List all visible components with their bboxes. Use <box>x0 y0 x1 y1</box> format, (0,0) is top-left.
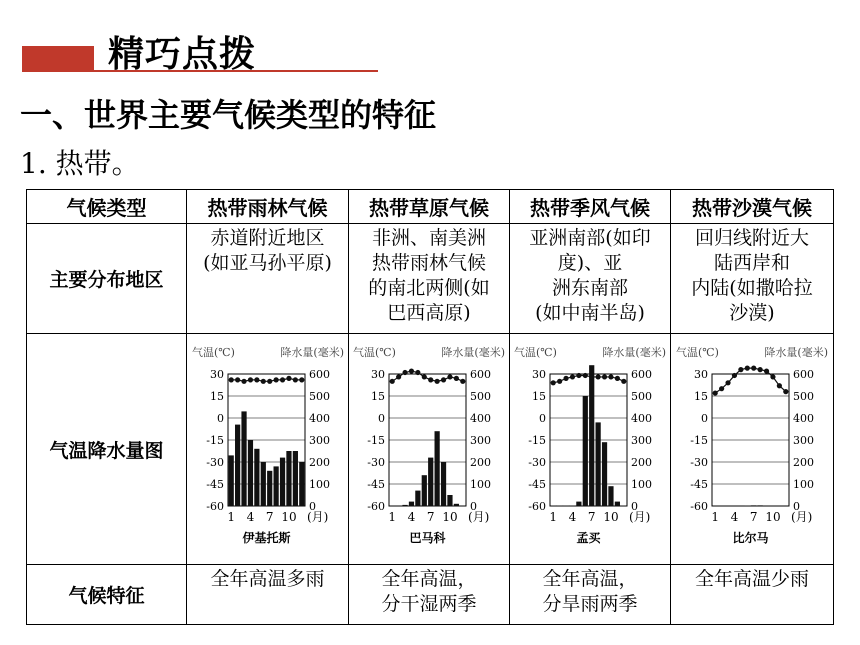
row-label: 气温降水量图 <box>27 334 187 565</box>
precipitation-tick-label: 0 <box>793 500 800 513</box>
temperature-point <box>719 386 724 391</box>
temperature-point <box>292 377 297 382</box>
month-tick-label: 7 <box>426 510 435 524</box>
temperature-tick-label: 15 <box>694 390 708 403</box>
temperature-point <box>576 373 581 378</box>
precipitation-tick-label: 600 <box>793 368 814 381</box>
temperature-point <box>738 367 743 372</box>
header-accent-bar <box>22 46 94 72</box>
temperature-tick-label: -60 <box>528 500 546 513</box>
cell-line: 巴西高原) <box>387 302 471 324</box>
temperature-point <box>608 374 613 379</box>
col-header: 热带沙漠气候 <box>671 190 834 224</box>
month-tick-label: 1 <box>549 510 558 524</box>
station-name: 巴马科 <box>409 531 446 545</box>
temperature-tick-label: -60 <box>690 500 708 513</box>
climate-chart-mumbai <box>510 334 670 560</box>
temperature-tick-label: -15 <box>690 434 708 447</box>
precipitation-bar <box>228 455 233 506</box>
temperature-tick-label: 15 <box>371 390 385 403</box>
precipitation-tick-label: 300 <box>308 434 330 447</box>
month-tick-label: 4 <box>407 510 416 524</box>
cell-line: 内陆(如撒哈拉 <box>691 277 813 299</box>
temperature-point <box>254 377 259 382</box>
precipitation-tick-label: 600 <box>631 368 652 381</box>
precipitation-bar <box>447 495 452 506</box>
chart-cell <box>187 334 349 565</box>
cell-line: 全年高温多雨 <box>210 568 325 590</box>
heading-main: 一、世界主要气候类型的特征 <box>20 96 437 134</box>
precipitation-tick-label: 200 <box>631 456 652 469</box>
table-header-row <box>27 190 834 224</box>
climate-chart-bilma <box>672 334 832 560</box>
month-tick-label: 10 <box>442 510 458 524</box>
precipitation-bar <box>615 502 620 506</box>
temperature-point <box>428 377 433 382</box>
precipitation-tick-label: 100 <box>793 478 814 491</box>
temperature-point <box>279 377 284 382</box>
cell-line: 度)、亚 <box>557 252 623 274</box>
distribution-cell <box>349 224 510 334</box>
temperature-tick-label: -15 <box>528 434 546 447</box>
temperature-tick-label: -45 <box>205 478 224 491</box>
precipitation-bar <box>235 425 240 506</box>
col-header: 气候类型 <box>27 190 187 224</box>
temperature-point <box>460 379 465 384</box>
temperature-point <box>454 376 459 381</box>
precipitation-bar <box>260 462 265 506</box>
precipitation-tick-label: 400 <box>308 412 330 425</box>
temperature-point <box>441 377 446 382</box>
temperature-axis-title: 气温(℃) <box>514 346 557 359</box>
month-tick-label: 10 <box>765 510 781 524</box>
month-tick-label: 1 <box>226 510 235 524</box>
precipitation-tick-label: 200 <box>470 456 491 469</box>
precipitation-bar <box>247 440 252 506</box>
distribution-cell <box>671 224 834 334</box>
temperature-point <box>260 379 265 384</box>
precipitation-bar <box>583 396 588 506</box>
temperature-point <box>390 379 395 384</box>
precipitation-bar <box>241 411 246 506</box>
month-tick-label: 4 <box>568 510 577 524</box>
row-label: 主要分布地区 <box>27 224 187 334</box>
temperature-tick-label: -45 <box>690 478 708 491</box>
precipitation-axis-title: 降水量(毫米) <box>602 346 666 359</box>
precipitation-bar <box>299 462 304 506</box>
cell-line: 分干湿两季 <box>381 593 477 615</box>
month-tick-label: 7 <box>749 510 758 524</box>
heading-sub: 1. 热带。 <box>20 147 140 180</box>
precipitation-bar <box>267 471 272 506</box>
temperature-point <box>551 380 556 385</box>
precipitation-axis-title: 降水量(毫米) <box>279 346 344 359</box>
temperature-tick-label: 30 <box>532 368 546 381</box>
temperature-point <box>589 374 594 379</box>
temperature-point <box>770 374 775 379</box>
temperature-tick-label: -60 <box>367 500 385 513</box>
precipitation-axis-title: 降水量(毫米) <box>764 346 828 359</box>
month-unit-label: (月) <box>306 510 328 524</box>
temperature-tick-label: 30 <box>694 368 708 381</box>
temperature-point <box>583 373 588 378</box>
col-header: 热带雨林气候 <box>187 190 349 224</box>
month-unit-label: (月) <box>791 510 813 524</box>
temperature-axis-title: 气温(℃) <box>191 346 235 359</box>
temperature-tick-label: -30 <box>528 456 546 469</box>
temperature-point <box>299 377 304 382</box>
table-row-charts <box>27 334 834 565</box>
chart-cell <box>349 334 510 565</box>
cell-line: 亚洲南部(如印 <box>529 227 651 249</box>
cell-line: 非洲、南美洲 <box>371 227 486 249</box>
month-unit-label: (月) <box>468 510 490 524</box>
cell-line: 沙漠) <box>729 302 775 324</box>
feature-cell <box>187 565 349 625</box>
temperature-tick-label: 0 <box>539 412 546 425</box>
precipitation-tick-label: 600 <box>470 368 491 381</box>
cell-line: 全年高温， <box>542 568 638 590</box>
temperature-point <box>415 370 420 375</box>
temperature-point <box>751 366 756 371</box>
cell-line: 全年高温少雨 <box>694 568 809 590</box>
precipitation-bar <box>254 449 259 506</box>
precipitation-tick-label: 500 <box>793 390 814 403</box>
precipitation-tick-label: 100 <box>631 478 652 491</box>
temperature-point <box>713 390 718 395</box>
temperature-point <box>570 374 575 379</box>
temperature-tick-label: -15 <box>205 434 224 447</box>
station-name: 孟买 <box>576 531 601 545</box>
temperature-point <box>422 374 427 379</box>
precipitation-bar <box>279 458 284 506</box>
temperature-point <box>602 374 607 379</box>
cell-line: 的南北两侧(如 <box>368 277 490 299</box>
distribution-cell <box>510 224 671 334</box>
precipitation-tick-label: 300 <box>631 434 652 447</box>
precipitation-tick-label: 0 <box>470 500 477 513</box>
precipitation-bar <box>454 504 459 506</box>
precipitation-tick-label: 100 <box>308 478 330 491</box>
chart-cell <box>671 334 834 565</box>
cell-line: 陆西岸和 <box>713 252 790 274</box>
precipitation-tick-label: 500 <box>308 390 330 403</box>
temperature-point <box>247 377 252 382</box>
precipitation-tick-label: 500 <box>470 390 491 403</box>
station-name: 伊基托斯 <box>241 531 291 545</box>
precipitation-bar <box>751 505 756 506</box>
precipitation-tick-label: 0 <box>631 500 638 513</box>
temperature-tick-label: 15 <box>209 390 224 403</box>
cell-line: 洲东南部 <box>551 277 628 299</box>
precipitation-axis-title: 降水量(毫米) <box>441 346 505 359</box>
temperature-line <box>715 368 786 393</box>
temperature-point <box>409 368 414 373</box>
precipitation-tick-label: 600 <box>308 368 330 381</box>
month-tick-label: 1 <box>388 510 397 524</box>
cell-line: (如中南半岛) <box>535 302 645 324</box>
temperature-tick-label: 30 <box>371 368 385 381</box>
temperature-tick-label: -45 <box>367 478 385 491</box>
temperature-point <box>286 376 291 381</box>
cell-line: 分旱雨两季 <box>542 593 638 615</box>
precipitation-bar <box>576 502 581 506</box>
feature-cell <box>671 565 834 625</box>
temperature-point <box>228 377 233 382</box>
temperature-point <box>235 377 240 382</box>
precipitation-tick-label: 400 <box>631 412 652 425</box>
precipitation-bar <box>608 486 613 506</box>
climate-chart-bamako <box>349 334 509 560</box>
distribution-cell <box>187 224 349 334</box>
precipitation-tick-label: 300 <box>470 434 491 447</box>
precipitation-bar <box>422 475 427 506</box>
temperature-tick-label: -30 <box>205 456 224 469</box>
temperature-point <box>732 373 737 378</box>
temperature-point <box>435 379 440 384</box>
climate-chart-iquitos <box>188 334 348 560</box>
precipitation-tick-label: 0 <box>308 500 316 513</box>
row-label: 气候特征 <box>27 565 187 625</box>
temperature-tick-label: -60 <box>205 500 224 513</box>
temperature-tick-label: 0 <box>378 412 385 425</box>
temperature-point <box>241 379 246 384</box>
precipitation-bar <box>402 505 407 506</box>
precipitation-bar <box>292 451 297 506</box>
table-row-distribution <box>27 224 834 334</box>
month-tick-label: 4 <box>730 510 739 524</box>
temperature-point <box>764 368 769 373</box>
temperature-axis-title: 气温(℃) <box>353 346 396 359</box>
temperature-point <box>725 380 730 385</box>
month-tick-label: 10 <box>603 510 619 524</box>
temperature-point <box>596 374 601 379</box>
temperature-point <box>447 374 452 379</box>
chart-cell <box>510 334 671 565</box>
temperature-tick-label: 30 <box>209 368 224 381</box>
precipitation-bar <box>435 431 440 506</box>
month-tick-label: 7 <box>587 510 596 524</box>
cell-line: (如亚马孙平原) <box>203 252 332 274</box>
climate-table <box>26 189 834 625</box>
precipitation-tick-label: 400 <box>793 412 814 425</box>
precipitation-bar <box>602 442 607 506</box>
temperature-point <box>267 379 272 384</box>
temperature-point <box>396 374 401 379</box>
col-header: 热带草原气候 <box>349 190 510 224</box>
temperature-tick-label: 15 <box>532 390 546 403</box>
temperature-point <box>402 370 407 375</box>
precipitation-bar <box>286 451 291 506</box>
precipitation-bar <box>409 502 414 506</box>
cell-line: 热带雨林气候 <box>371 252 486 274</box>
precipitation-bar <box>273 466 278 506</box>
cell-line: 全年高温， <box>381 568 477 590</box>
feature-cell <box>349 565 510 625</box>
temperature-tick-label: 0 <box>216 412 224 425</box>
temperature-tick-label: -45 <box>528 478 546 491</box>
precipitation-tick-label: 200 <box>793 456 814 469</box>
precipitation-tick-label: 300 <box>793 434 814 447</box>
month-unit-label: (月) <box>629 510 651 524</box>
temperature-axis-title: 气温(℃) <box>676 346 719 359</box>
precipitation-bar <box>428 458 433 506</box>
precipitation-bar <box>758 505 763 506</box>
month-tick-label: 7 <box>265 510 274 524</box>
precipitation-bar <box>415 491 420 506</box>
precipitation-tick-label: 400 <box>470 412 491 425</box>
temperature-point <box>273 377 278 382</box>
precipitation-bar <box>589 365 594 506</box>
temperature-point <box>621 379 626 384</box>
temperature-point <box>615 376 620 381</box>
station-name: 比尔马 <box>732 531 769 545</box>
col-header: 热带季风气候 <box>510 190 671 224</box>
month-tick-label: 10 <box>280 510 297 524</box>
precipitation-tick-label: 100 <box>470 478 491 491</box>
temperature-point <box>557 379 562 384</box>
temperature-point <box>745 366 750 371</box>
temperature-tick-label: -15 <box>367 434 385 447</box>
temperature-point <box>563 376 568 381</box>
month-tick-label: 1 <box>711 510 720 524</box>
temperature-tick-label: 0 <box>701 412 708 425</box>
precipitation-tick-label: 500 <box>631 390 652 403</box>
section-title: 精巧点拨 <box>108 34 257 75</box>
precipitation-bar <box>596 422 601 506</box>
temperature-point <box>758 367 763 372</box>
cell-line: 回归线附近大 <box>694 227 809 249</box>
precipitation-tick-label: 200 <box>308 456 330 469</box>
month-tick-label: 4 <box>246 510 254 524</box>
precipitation-bar <box>441 462 446 506</box>
cell-line: 赤道附近地区 <box>210 227 325 249</box>
temperature-point <box>783 389 788 394</box>
temperature-tick-label: -30 <box>690 456 708 469</box>
temperature-tick-label: -30 <box>367 456 385 469</box>
feature-cell <box>510 565 671 625</box>
temperature-point <box>777 383 782 388</box>
table-row-features <box>27 565 834 625</box>
